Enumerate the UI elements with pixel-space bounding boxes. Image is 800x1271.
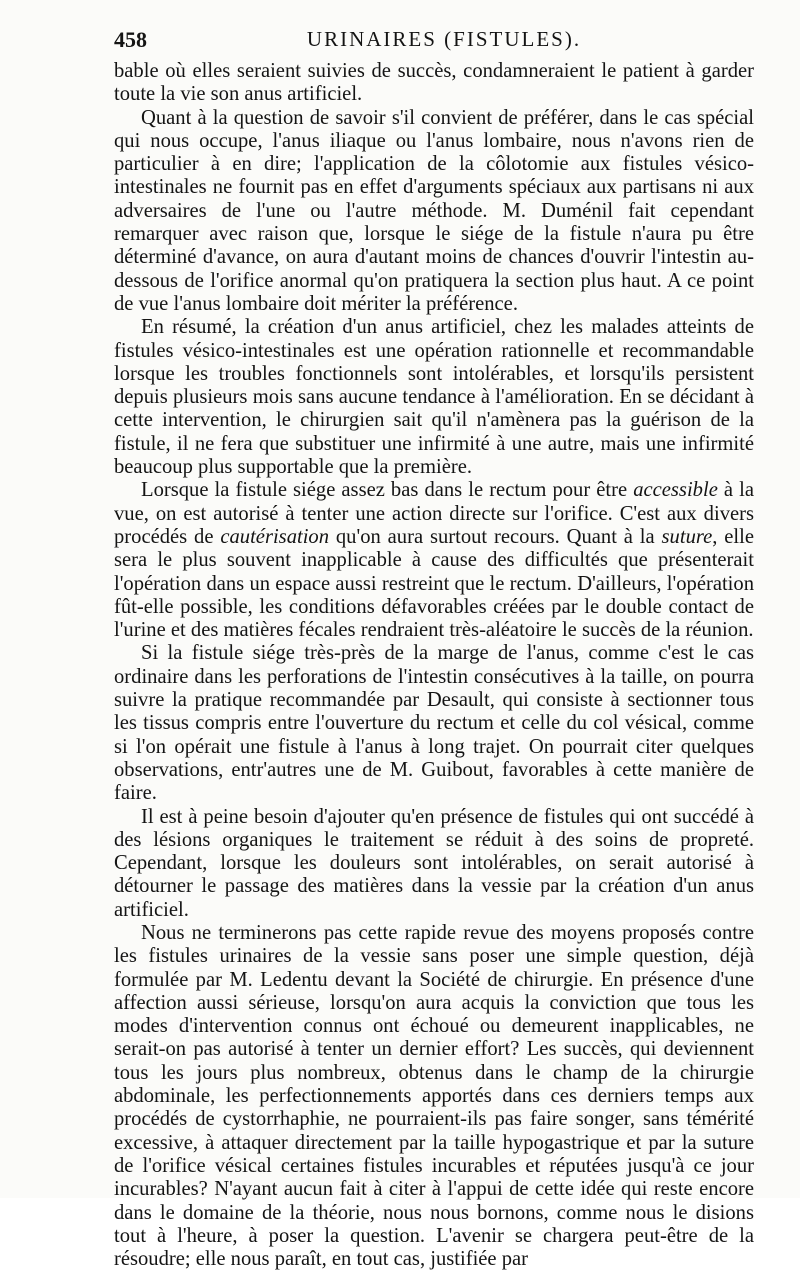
paragraph-with-italics [114,479,754,642]
body-text [114,60,754,1271]
paragraph: En résumé, la création d'un anus artificiel, chez les malades atteints de fistules vésico-intestinales est une opération rationnelle et recommandable lorsque les troubles fonctionnels sont intolérables, et lorsqu'ils persistent depuis plusieurs mois sans aucune tendance à l'amélioration. En se décidant à cette intervention, le chirurgien sait qu'il n'amènera pas la guérison de la fistule, il ne fera que substituer une infirmité à une autre, mais une infirmité beaucoup plus supportable que la première. [114,316,754,479]
italic-term: cautérisation [220,525,330,548]
running-head [114,22,754,52]
page-number: 458 [114,27,147,52]
text-run: , elle sera le plus souvent inapplicable à cause des difficultés que présenterait l'opération dans un espace aussi restreint que le rectum. D'ailleurs, l'opération fût-elle possible, les conditions défavorables créées par le double contact de l'urine et des matières fécales rendraient très-aléatoire le succès de la réunion. [114,525,754,642]
paragraph: Il est à peine besoin d'ajouter qu'en présence de fistules qui ont succédé à des lésions organiques le traitement se réduit à des soins de propreté. Cependant, lorsque les douleurs sont intolérables, on serait autorisé à détourner le passage des matières dans la vessie par la création d'un anus artificiel. [114,805,754,921]
paragraph: Si la fistule siége très-près de la marge de l'anus, comme c'est le cas ordinaire dans les perforations de l'intestin consécutives à la taille, on pourra suivre la pratique recommandée par Desault, qui consiste à sectionner tous les tissus compris entre l'ouverture du rectum et celle du col vésical, comme si l'on opérait une fistule à l'anus à long trajet. On pourrait citer quelques observations, entr'autres une de M. Guibout, favorables à cette manière de faire. [114,642,754,805]
text-run: qu'on aura surtout recours. Quant à la [329,525,662,548]
text-run: à la vue, on est autorisé à tenter une action directe sur l'orifice. C'est aux divers procédés de [114,479,754,548]
paragraph-continuation: bable où elles seraient suivies de succès, condamneraient le patient à garder toute la vie son anus artificiel. [114,60,754,106]
paragraph: Nous ne terminerons pas cette rapide revue des moyens proposés contre les fistules urinaires de la vessie sans poser une simple question, déjà formulée par M. Ledentu devant la Société de chirurgie. En présence d'une affection aussi sérieuse, lorsqu'on aura acquis la conviction que tous les modes d'intervention connus ont échoué ou demeurent inapplicables, ne serait-on pas autorisé à tenter un dernier effort? Les succès, qui deviennent tous les jours plus nombreux, obtenus dans le champ de la chirurgie abdominale, les perfectionnements apportés dans ces derniers temps aux procédés de cystorrhaphie, ne pourraient-ils pas faire songer, sans témérité excessive, à attaquer directement par la taille hypogastrique et par la suture de l'orifice vésical certaines fistules incurables et réputées jusqu'à ce jour incurables? N'ayant aucun fait à citer à l'appui de cette idée qui reste encore dans le domaine de la théorie, nous nous bornons, comme nous le disions tout à l'heure, à poser la question. L'avenir se chargera peut-être de la résoudre; elle nous paraît, en tout cas, justifiée par [114,921,754,1271]
text-run: Lorsque la fistule siége assez bas dans le rectum pour être [141,479,634,502]
italic-term: accessible [633,479,718,502]
page-title: URINAIRES (FISTULES). [306,27,582,51]
paragraph: Quant à la question de savoir s'il convient de préférer, dans le cas spécial qui nous occupe, l'anus iliaque ou l'anus lombaire, nous n'avons rien de particulier à en dire; l'application de la côlotomie aux fistules vésico-intestinales ne fournit pas en effet d'arguments spéciaux aux partisans ni aux adversaires de l'une ou l'autre méthode. M. Duménil fait cependant remarquer avec raison que, lorsque le siége de la fistule n'aura pu être déterminé d'avance, on aura d'autant moins de chances d'ouvrir l'intestin au-dessous de l'orifice anormal qu'on pratiquera la section plus haut. A ce point de vue l'anus lombaire doit mériter la préférence. [114,106,754,315]
italic-term: suture [661,525,713,548]
